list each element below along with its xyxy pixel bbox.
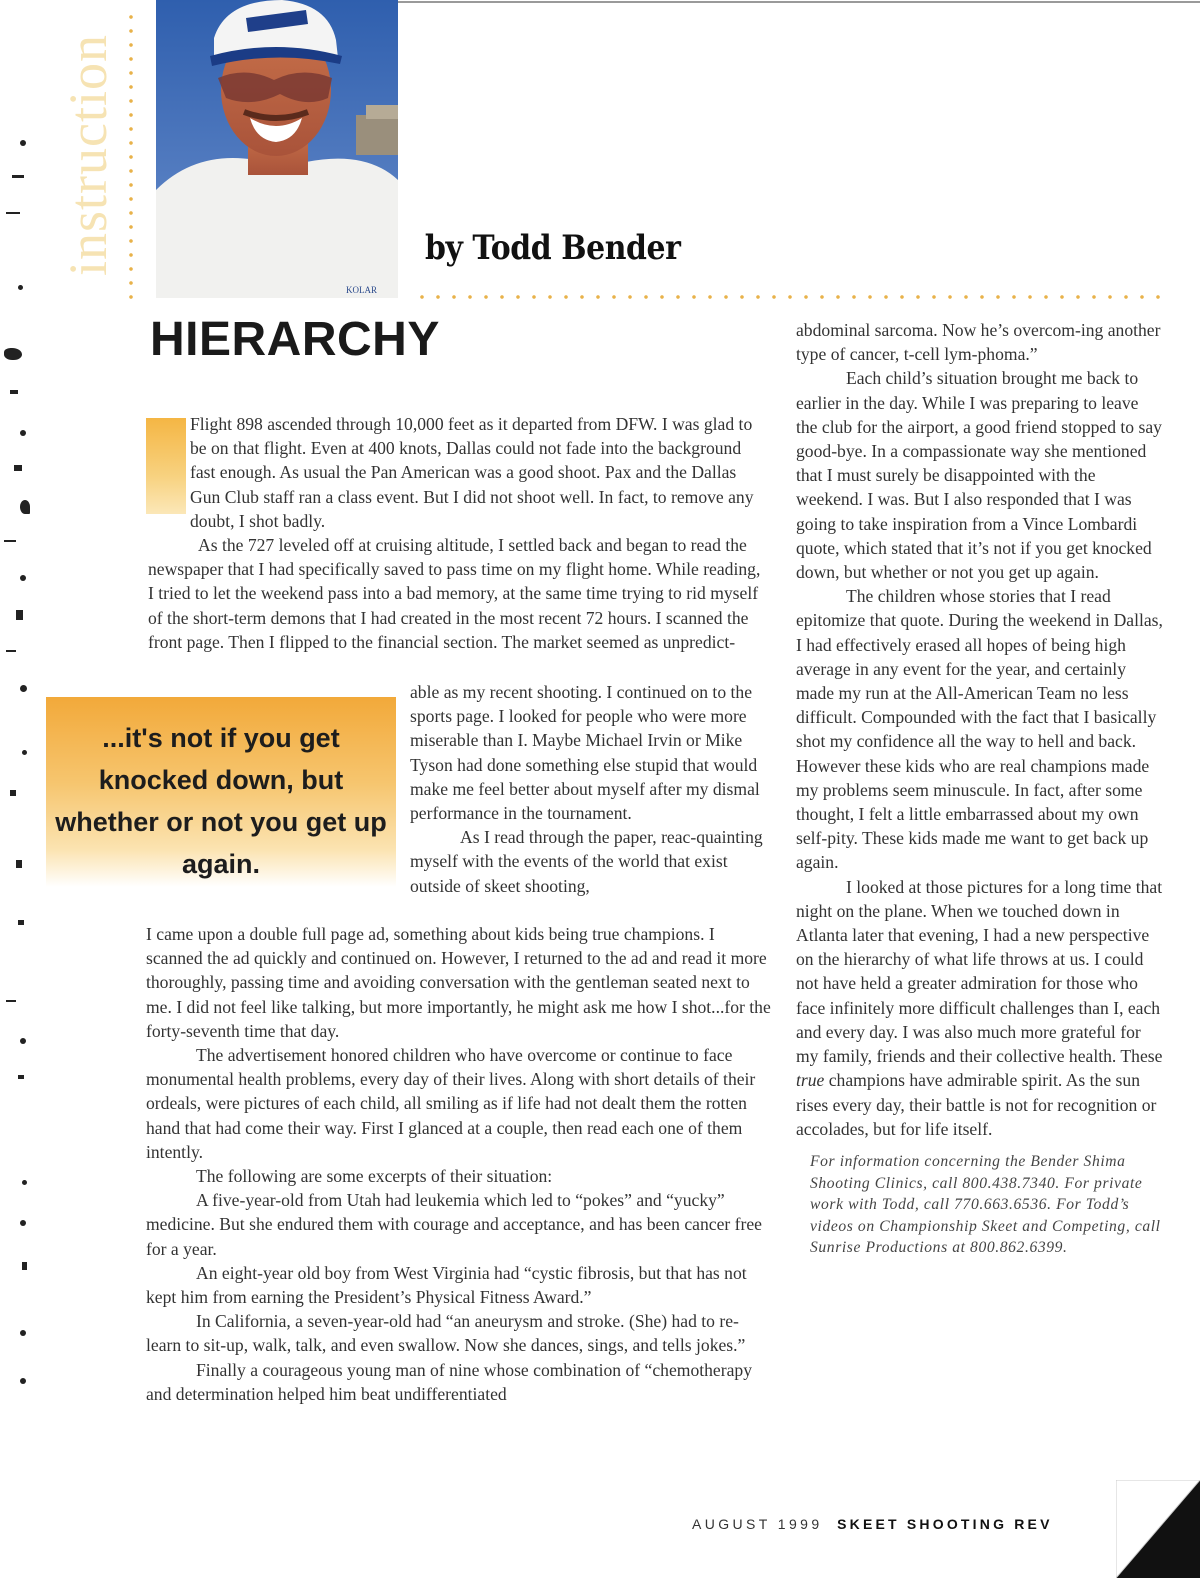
footer-magazine: SKEET SHOOTING REV	[837, 1516, 1053, 1532]
paragraph-1: Flight 898 ascended through 10,000 feet as it departed from DFW. I was glad to be on that flight. Even at 400 knots, Dallas could not fade into the background fast enough. As usual the Pan American was a good shoot. Pax and the Dallas Gun Club staff ran a class event. But I did not shoot well. In fact, to remove any doubt, I shot badly.	[190, 414, 754, 531]
section-label: instruction	[58, 34, 118, 276]
col2-paragraph-1: abdominal sarcoma. Now he’s overcom-ing another type of cancer, t-cell lym-phoma.”	[796, 320, 1161, 365]
headline: HIERARCHY	[150, 313, 440, 366]
paragraph-7: An eight-year old boy from West Virginia had “cystic fibrosis, but that has not kept him from earning the President’s Physical Fitness Award.”	[146, 1262, 747, 1308]
col2-paragraph-4: I looked at those pictures for a long time that night on the plane. When we touched down in Atlanta later that evening, I had a new perspective on the hierarchy of what life throws at us. I could not have held a greater admiration for those who face infinitely more difficult challenges than I, each and every day. I was also much more grateful for my family, friends and their collective health. These true champions have admirable spirit. As the sun rises every day, their battle is not for recognition or accolades, but for life itself.	[796, 876, 1163, 1139]
contact-credit: For information concerning the Bender Shima Shooting Clinics, call 800.438.7340. For private work with Todd, call 770.663.6536. For Todd’s videos on Championship Skeet and Competing, call Sunrise Productions at 800.862.6399.	[810, 1152, 1161, 1257]
article-column-1-narrow	[410, 680, 772, 898]
paragraph-8: In California, a seven-year-old had “an aneurysm and stroke. (She) had to re-learn to sit-up, walk, talk, and even swallow. Now she dances, sings, and tells jokes.”	[146, 1311, 746, 1356]
vertical-dot-rule	[128, 10, 134, 300]
footer-date: AUGUST 1999	[692, 1516, 823, 1532]
paragraph-9: Finally a courageous young man of nine whose combination of “chemotherapy and determination helped him beat undifferentiated	[146, 1359, 753, 1404]
edge-scan-marks	[0, 120, 42, 1440]
paragraph-3b: I came upon a double full page ad, something about kids being true champions. I scanned the ad quickly and continued on. However, I returned to the ad and read it more thoroughly, passing time and avoiding conversation with the gentleman seated next to me. I did not feel like talking, but more importantly, he might ask me how I shot...for the forty-seventh time that day.	[146, 924, 771, 1041]
paragraph-2a: As the 727 leveled off at cruising altitude, I settled back and began to read the newspaper that I had specifically saved to pass time on my flight home. While reading, I tried to let the weekend pass into a bad memory, at the same time trying to rid myself of the short-term demons that I had created in the most recent 72 hours. I scanned the front page. Then I flipped to the financial section. The market seemed as unpredict-	[148, 535, 761, 652]
pull-quote	[46, 697, 396, 887]
top-rule	[398, 1, 1200, 3]
page-corner-fold	[1116, 1480, 1200, 1578]
article-column-1-top	[148, 412, 768, 654]
author-photo	[156, 0, 398, 298]
svg-text:KOLAR: KOLAR	[346, 285, 377, 295]
paragraph-4: The advertisement honored children who have overcome or continue to face monumental health problems, every day of their lives. Along with short details of their ordeals, were pictures of each child, all smiling as if life had not dealt them the rotten hand that had come their way. First I glanced at a couple, then read each one of them intently.	[146, 1045, 756, 1162]
paragraph-2b: able as my recent shooting. I continued on to the sports page. I looked for people who were more miserable than I. Maybe Michael Irvin or Mike Tyson had done something else stupid that would make me feel better about myself after my dismal performance in the tournament.	[410, 682, 760, 824]
horizontal-dot-rule	[414, 294, 1160, 300]
article-column-1-bottom	[146, 922, 772, 1406]
author-portrait-image	[156, 0, 398, 298]
byline: by Todd Bender	[425, 228, 681, 268]
col2-paragraph-2: Each child’s situation brought me back to earlier in the day. While I was preparing to leave the club for the airport, a good friend stopped to say good-bye. In a compassionate way she mentioned that I must surely be disappointed with the weekend. I was. But I also responded that I was going to take inspiration from a Vince Lombardi quote, which stated that it’s not if you get knocked down, but whether or not you get up again.	[796, 368, 1162, 583]
paragraph-3a: As I read through the paper, reac-quainting myself with the events of the world that exist outside of skeet shooting,	[410, 827, 763, 896]
pull-quote-text: ...it's not if you get knocked down, but whether or not you get up again.	[55, 723, 387, 879]
paragraph-6: A five-year-old from Utah had leukemia which led to “pokes” and “yucky” medicine. But she endured them with courage and acceptance, and has been cancer free for a year.	[146, 1190, 762, 1259]
article-column-2	[796, 318, 1164, 1259]
drop-cap-block	[146, 418, 186, 514]
emphasis-true: true	[796, 1070, 825, 1091]
paragraph-5: The following are some excerpts of their situation:	[196, 1166, 553, 1187]
page-footer	[692, 1516, 1053, 1532]
col2-paragraph-3: The children whose stories that I read epitomize that quote. During the weekend in Dallas, I had effectively erased all hopes of being high average in any event for the year, and certainly made my run at the All-American Team no less difficult. Compounded with the fact that I basically shot my confidence all the way to hell and back. However these kids who are real champions made my problems seem minuscule. In fact, after some thought, I felt a little embarrassed about my own self-pity. These kids made me want to get back up again.	[796, 586, 1163, 873]
